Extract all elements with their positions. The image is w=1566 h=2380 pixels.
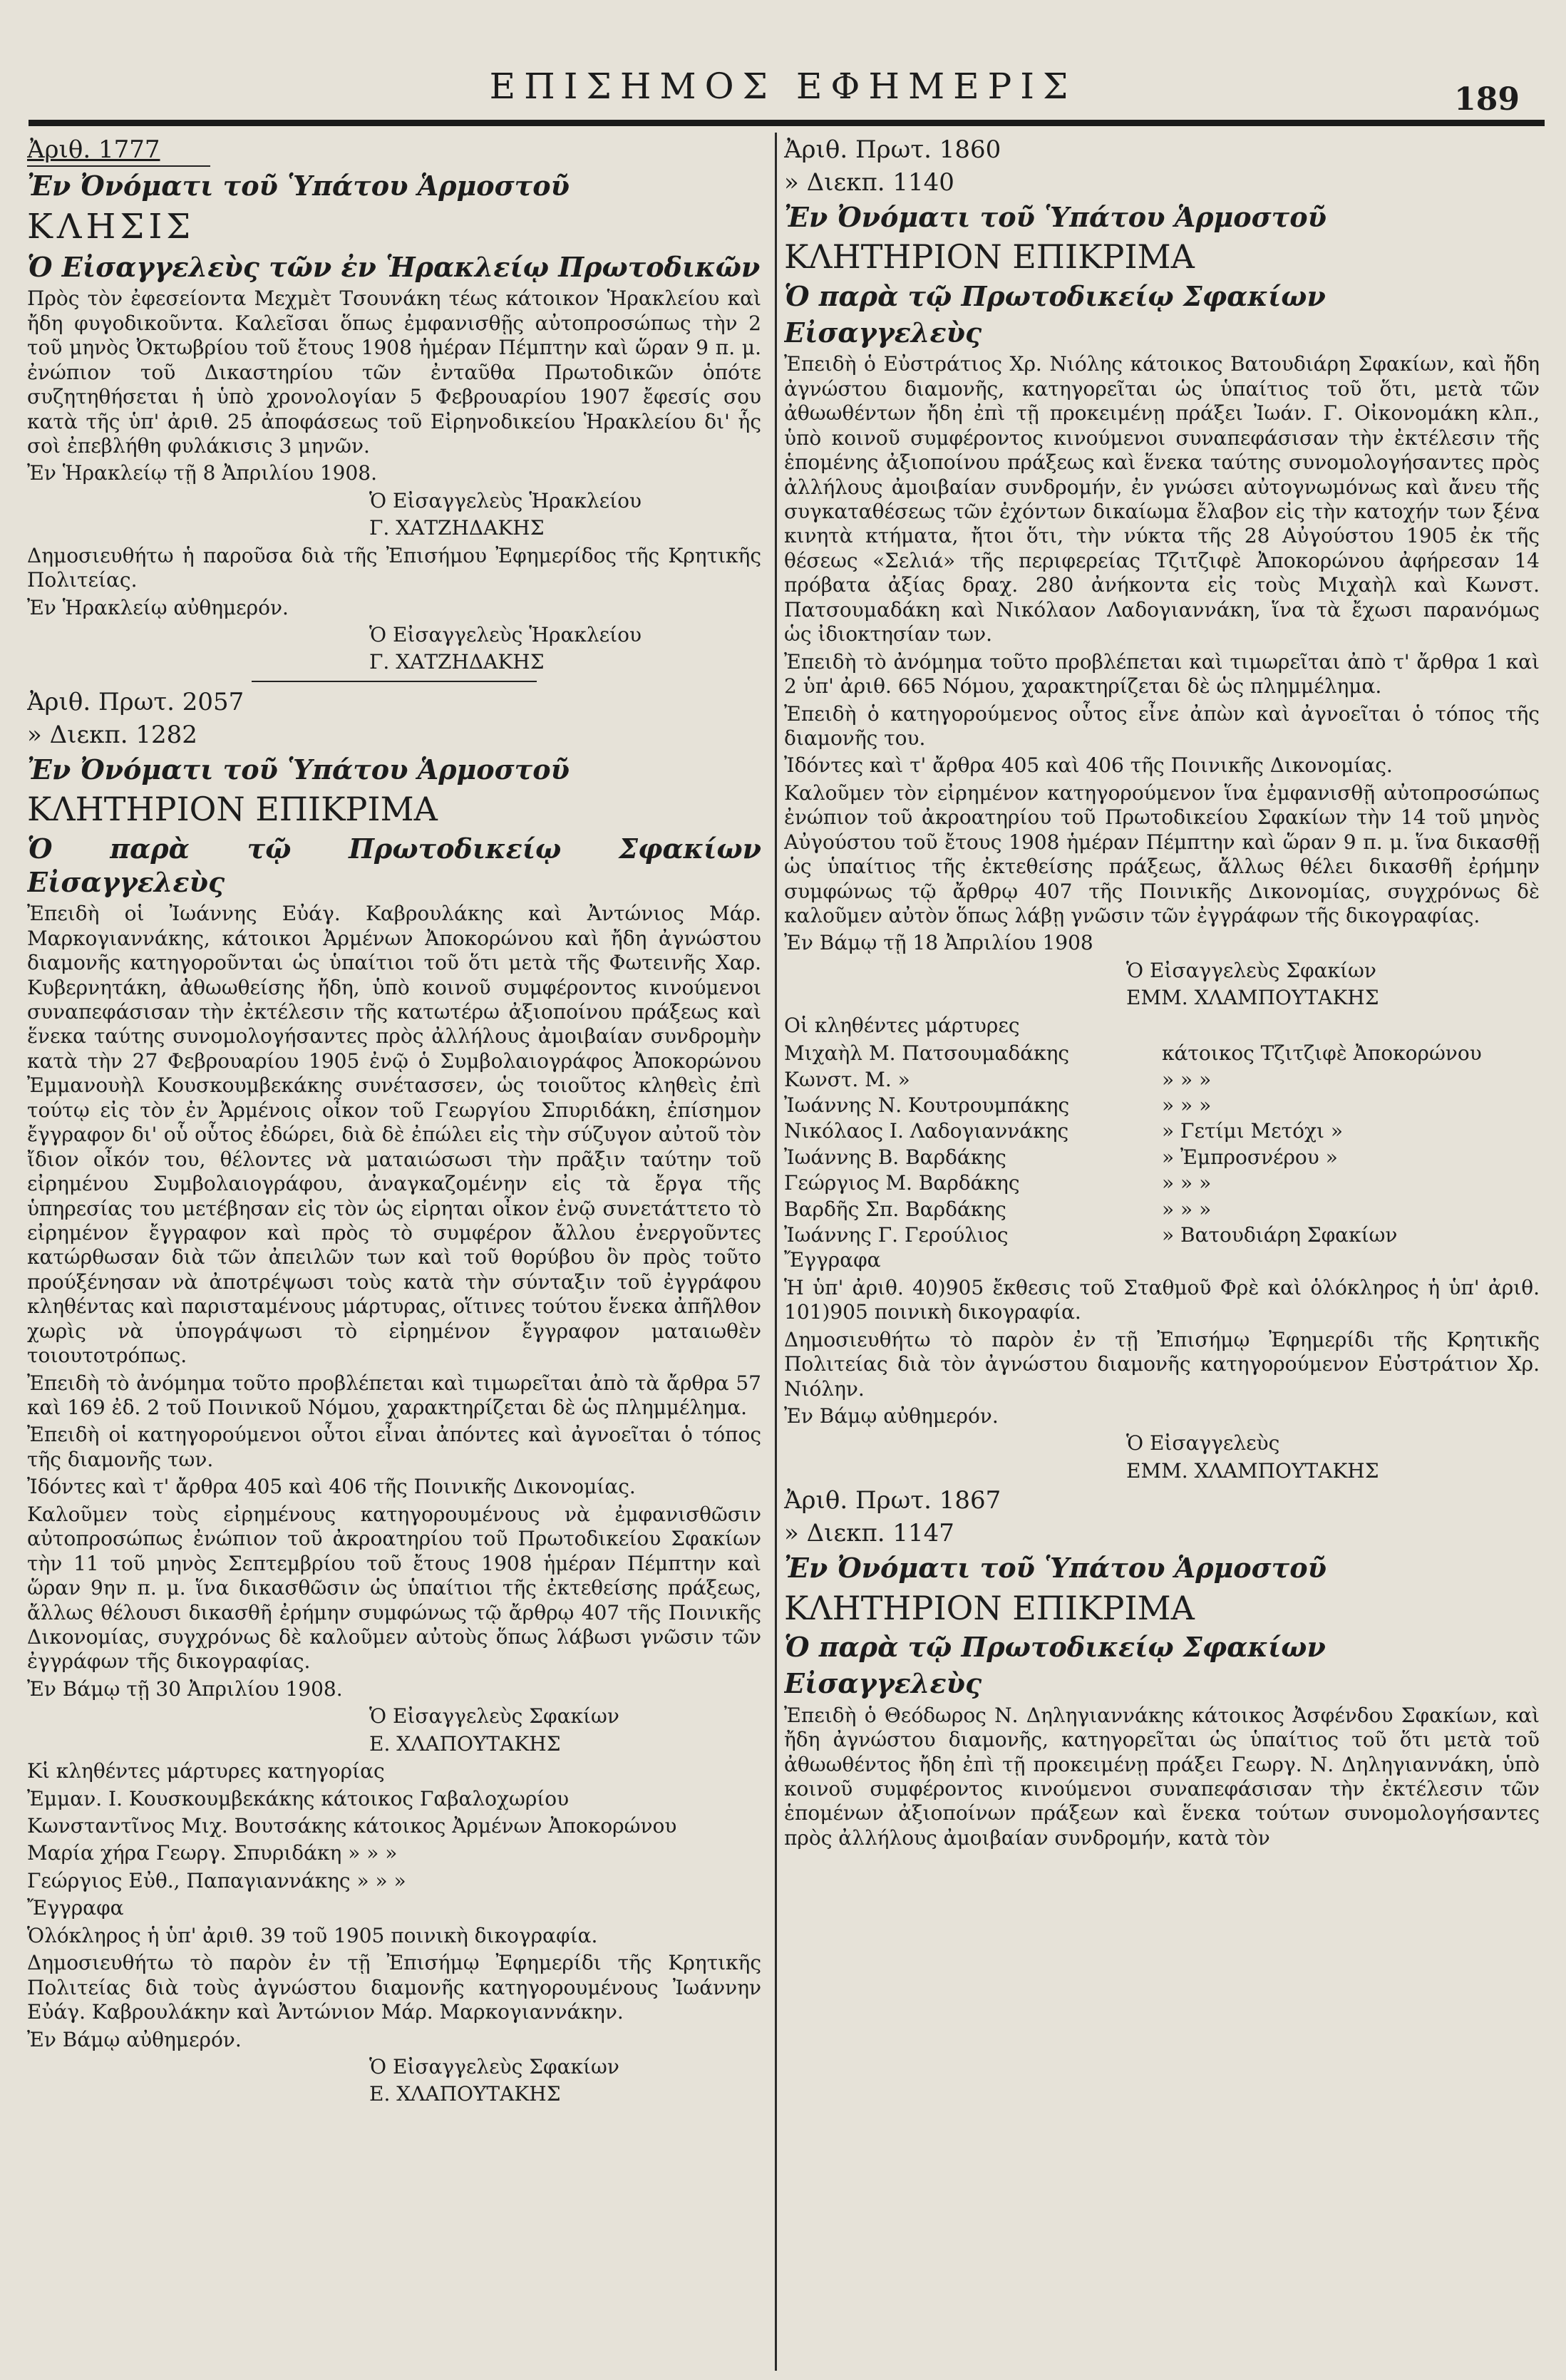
notice-date: Ἐν Βάμῳ τῇ 18 Ἀπριλίου 1908 (784, 931, 1093, 955)
witness-name: Βαρδῆς Σπ. Βαρδάκης (784, 1197, 1006, 1221)
notice-body: Ἰδόντες καὶ τ' ἄρθρα 405 καὶ 406 τῆς Ποινικῆς Δικονομίας. (784, 753, 1393, 778)
signature-title: Ὁ Εἰσαγγελεὺς Ἡρακλείου (369, 623, 642, 646)
signature-name: Ε. ΧΛΑΠΟΥΤΑΚΗΣ (369, 1731, 561, 1756)
dispatch-number: » Διεκπ. 1140 (784, 168, 954, 197)
left-column (27, 135, 761, 2374)
invocation: Ἐν Ὀνόματι τοῦ Ὑπάτου Ἁρμοστοῦ (27, 169, 570, 202)
gazette-title: ΕΠΙΣΗΜΟΣ ΕΦΗΜΕΡΙΣ (489, 66, 1077, 107)
witness-name: Μιχαὴλ Μ. Πατσουμαδάκης (784, 1041, 1070, 1066)
dispatch-number: » Διεκπ. 1282 (27, 720, 197, 749)
notice-title: ΚΛΗΤΗΡΙΟΝ ΕΠΙΚΡΙΜΑ (784, 1588, 1195, 1627)
notice-body: Ἐπειδὴ ὁ κατηγορούμενος οὗτος εἶνε ἀπὼν καὶ ἀγνοεῖται ὁ τόπος τῆς διαμονῆς του. (784, 701, 1540, 750)
notice-body: Ἐπειδὴ ὁ Θεόδωρος Ν. Δηληγιαννάκης κάτοικος Ἀσφένδου Σφακίων, καὶ ἤδη ἀγνώστου διαμονῆς, κατηγορεῖται ὡς ὑπαίτιος τοῦ ὅτι μετὰ τοῦ ἀθωωθέντος ἤδη ἐπὶ τῇ προκειμένῃ πράξει Γεωργ. Ν. Δηληγιαννάκη, ὑπὸ κοινοῦ συμφέροντος κινούμενοι συναπεφάσισαν τὴν ἐκτέλεσιν τῶν ἑπομένων ἀξιοποίνων πράξεων καὶ ἕνεκα τούτων συνομολογήσαντες πρὸς ἀλλήλους ἀμοιβαίαν συνδρομήν, κατὰ τὸν (784, 1703, 1540, 1850)
signature-title: Ὁ Εἰσαγγελεὺς Σφακίων (1126, 958, 1376, 982)
witness-name: Ἰωάννης Γ. Γερούλιος (784, 1222, 1009, 1247)
signature-name: Ε. ΧΛΑΠΟΥΤΑΚΗΣ (369, 2082, 561, 2106)
witness-place: κάτοικος Τζιτζιφὲ Ἀποκορώνου (1162, 1041, 1482, 1066)
page-header (0, 0, 1566, 125)
publication-order: Δημοσιευθήτω τὸ παρὸν ἐν τῇ Ἐπισήμῳ Ἐφημερίδι τῆς Κρητικῆς Πολιτείας διὰ τοὺς ἀγνώστου διαμονῆς κατηγορουμένους Ἰωάννην Εὐάγ. Καβρουλάκην καὶ Ἀντώνιον Μάρ. Μαρκογιαννάκην. (27, 1951, 761, 2024)
documents-heading: Ἔγγραφα (784, 1248, 881, 1272)
publication-order: Δημοσιευθήτω ἡ παροῦσα διὰ τῆς Ἐπισήμου Ἐφημερίδος τῆς Κρητικῆς Πολιτείας. (27, 543, 761, 592)
notice-writ-1860 (784, 135, 1540, 1483)
witness-place: » » » (1162, 1093, 1212, 1117)
witness-name: Κωνστ. Μ. » (784, 1067, 910, 1091)
signature-name: ΕΜΜ. ΧΛΑΜΠΟΥΤΑΚΗΣ (1126, 986, 1379, 1010)
issuer: Ὁ Εἰσαγγελεὺς τῶν ἐν Ἡρακλείῳ Πρωτοδικῶν (27, 250, 761, 283)
right-column (784, 135, 1540, 2374)
issuer-title: Εἰσαγγελεὺς (784, 316, 982, 349)
witness-heading: Οἱ κληθέντες μάρτυρες (784, 1013, 1020, 1037)
publication-date: Ἐν Ἡρακλείῳ αὐθημερόν. (27, 595, 289, 619)
signature-name: Γ. ΧΑΤΖΗΔΑΚΗΣ (369, 516, 545, 540)
publication-order: Δημοσιευθήτω τὸ παρὸν ἐν τῇ Ἐπισήμῳ Ἐφημερίδι τῆς Κρητικῆς Πολιτείας διὰ τὸν ἀγνώστου διαμονῆς κατηγορούμενον Εὐστράτιον Χρ. Νιόλην. (784, 1327, 1540, 1401)
witness-entry: Μαρία χήρα Γεωργ. Σπυριδάκη » » » (27, 1841, 398, 1865)
witness-place: » » » (1162, 1067, 1212, 1091)
page-number: 189 (1454, 81, 1520, 118)
invocation: Ἐν Ὀνόματι τοῦ Ὑπάτου Ἁρμοστοῦ (27, 753, 570, 785)
signature-title: Ὁ Εἰσαγγελεὺς (1126, 1431, 1280, 1456)
issuer: Ὁ παρὰ τῷ Πρωτοδικείῳ Σφακίων Εἰσαγγελεὺς (27, 832, 761, 898)
header-rule (29, 120, 1545, 126)
reference-number: Ἀριθ. 1777 (27, 135, 761, 167)
documents-list: Ὁλόκληρος ἡ ὑπ' ἀριθ. 39 τοῦ 1905 ποινικὴ δικογραφία. (27, 1923, 598, 1947)
column-divider (775, 133, 777, 2371)
signature-title: Ὁ Εἰσαγγελεὺς Σφακίων (369, 2054, 619, 2078)
protocol-number: Ἀριθ. Πρωτ. 1867 (784, 1486, 1001, 1515)
notice-summons-1777 (27, 135, 761, 675)
issuer-title: Εἰσαγγελεὺς (784, 1666, 982, 1699)
notice-body: Ἐπειδὴ τὸ ἀνόμημα τοῦτο προβλέπεται καὶ τιμωρεῖται ἀπὸ τὰ ἄρθρα 57 καὶ 169 ἐδ. 2 τοῦ Ποινικοῦ Νόμου, χαρακτηρίζεται δὲ ὡς πλημμέλημα. (27, 1371, 761, 1420)
witness-heading: Κἱ κληθέντες μάρτυρες κατηγορίας (27, 1759, 385, 1783)
witness-place: » Γετίμι Μετόχι » (1162, 1119, 1344, 1143)
documents-list: Ἡ ὑπ' ἀριθ. 40)905 ἔκθεσις τοῦ Σταθμοῦ Φρὲ καὶ ὁλόκληρος ἡ ὑπ' ἀριθ. 101)905 ποινικὴ δικογραφία. (784, 1275, 1540, 1324)
signature-title: Ὁ Εἰσαγγελεὺς Σφακίων (369, 1704, 619, 1729)
protocol-number: Ἀριθ. Πρωτ. 1860 (784, 135, 1001, 164)
issuer: Ὁ παρὰ τῷ Πρωτοδικείῳ Σφακίων (784, 1631, 1326, 1664)
witness-entry: Ἐμμαν. Ι. Κουσκουμβεκάκης κάτοικος Γαβαλοχωρίου (27, 1786, 570, 1810)
notice-title: ΚΛΗΤΗΡΙΟΝ ΕΠΙΚΡΙΜΑ (27, 790, 438, 829)
notice-title: ΚΛΗΣΙΣ (27, 206, 195, 247)
notice-body: Ἐπειδὴ οἱ Ἰωάννης Εὐάγ. Καβρουλάκης καὶ Ἀντώνιος Μάρ. Μαρκογιαννάκης, κάτοικοι Ἀρμένων Ἀποκορώνου καὶ ἤδη ἀγνώστου διαμονῆς κατηγοροῦνται ὡς ὑπαίτιοι τοῦ ὅτι μετὰ τῆς Φωτεινῆς Χαρ. Κυβερνητάκη, ἀθωωθείσης ἤδη, ὑπὸ κοινοῦ συμφέροντος κινούμενοι συναπεφάσισαν τὴν ἐκτέλεσιν τῆς κατωτέρω ἀξιοποίνου πράξεως καὶ ἕνεκα ταύτης συνομολογήσαντες πρὸς ἀλλήλους ἀμοιβαίαν συνδρομὴν κατὰ τὴν 27 Φεβρουαρίου 1905 ἐνῷ ὁ Συμβολαιογράφος Ἀποκορώνου Ἐμμανουὴλ Κουσκουμβεκάκης συνέτασσεν, ὡς τοιοῦτος κληθεὶς ἐπὶ τούτῳ εἰς τὸν ἐν Ἀρμένοις οἶκον τοῦ Γεωργίου Σπυριδάκη, ἐπίσημον ἔγγραφον δι' οὗ οὗτος ἐδώρει, διὰ δὲ ἐπώλει εἰς τὴν σύζυγον αὐτοῦ τὸν ἴδιον οἶκόν του, θέλοντες νὰ ματαιώσωσι τὴν πρᾶξιν ταύτην τοῦ εἰρημένου Συμβολαιογράφου, ἀναγκαζομένην εἰς τὰ ἔργα τῆς ὑπηρεσίας του μετέβησαν εἰς τὸν ὡς εἰρηται οἶκον ἐνῷ συνετάττετο τὸ εἰρημένον ἔγγραφον καὶ πρὸς τὸ συμφέρον ἄλλου ἐνεργοῦντες κατώρθωσαν διὰ τῶν ἀπειλῶν των καὶ τοῦ θορύβου ὃν πρὸς τοῦτο προύξένησαν νὰ ἀποτρέψωσι τοὺς κατὰ τὴν σύνταξιν τοῦ ἐγγράφου κληθέντας καὶ παρισταμένους μάρτυρας, οἵτινες τούτου ἕνεκα ἀπῆλθον χωρὶς νὰ ὑπογράψωσι τὸ εἰρημένον ἔγγραφον ματαιωθὲν τοιουτοτρόπως. (27, 902, 761, 1368)
witness-place: » » » (1162, 1197, 1212, 1221)
notice-body: Ἐπειδὴ τὸ ἀνόμημα τοῦτο προβλέπεται καὶ τιμωρεῖται ἀπὸ τ' ἄρθρα 1 καὶ 2 ὑπ' ἀριθ. 665 Νόμου, χαρακτηρίζεται δὲ ὡς πλημμέλημα. (784, 649, 1540, 699)
witness-name: Ἰωάννης Β. Βαρδάκης (784, 1145, 1006, 1169)
witness-place: » Βατουδιάρη Σφακίων (1162, 1222, 1398, 1247)
witness-entry: Κωνσταντῖνος Μιχ. Βουτσάκης κάτοικος Ἀρμένων Ἀποκορώνου (27, 1814, 677, 1838)
notice-title: ΚΛΗΤΗΡΙΟΝ ΕΠΙΚΡΙΜΑ (784, 237, 1195, 277)
invocation: Ἐν Ὀνόματι τοῦ Ὑπάτου Ἁρμοστοῦ (784, 1551, 1327, 1584)
notice-body: Ἰδόντες καὶ τ' ἄρθρα 405 καὶ 406 τῆς Ποινικῆς Δικονομίας. (27, 1475, 636, 1499)
issuer: Ὁ παρὰ τῷ Πρωτοδικείῳ Σφακίων (784, 279, 1326, 312)
witness-table (784, 1041, 1540, 1248)
witness-name: Ἰωάννης Ν. Κουτρουμπάκης (784, 1093, 1070, 1117)
section-divider (252, 681, 537, 682)
notice-body: Ἐπειδὴ ὁ Εὐστράτιος Χρ. Νιόλης κάτοικος Βατουδιάρη Σφακίων, καὶ ἤδη ἀγνώστου διαμονῆς, κατηγορεῖται ὡς ὑπαίτιος τοῦ ὅτι, μετὰ τῶν ἀθωωθέντων ἤδη ἐπὶ τῇ προκειμένῃ πράξει Ἰωάν. Γ. Οἰκονομάκη κλπ., ὑπὸ κοινοῦ συμφέροντος κινούμενοι συναπεφάσισαν τὴν ἐκτέλεσιν τῆς ἑπομένης ἀξιοποίνου πράξεως καὶ ἕνεκα ταύτης συνομολογήσαντες πρὸς ἀλλήλους ἀμοιβαίαν συνδρομήν, ἐν γνώσει αὐτογνωμόνως καὶ ἄνευ τῆς συγκαταθέσεως τῶν ἐχόντων δικαίωμα ἔλαβον εἰς τὴν κατοχήν των ξένα κινητὰ κτήματα, ἤτοι ὅτι, τὴν νύκτα τῆς 28 Αὐγούστου 1905 ἐκ τῆς θέσεως «Σελιά» τῆς περιφερείας Τζιτζιφὲ Ἀποκορώνου ἀφήρεσαν 14 πρόβατα ἀξίας δραχ. 280 ἀνήκοντα εἰς τοὺς Μιχαὴλ καὶ Κωνστ. Πατσουμαδάκη καὶ Νικόλαον Λαδογιαννάκη, ἵνα τὰ ἔχωσι παρανόμως ὡς ἰδιοκτησίαν των. (784, 352, 1540, 646)
notice-writ-1867 (784, 1486, 1540, 1850)
notice-writ-2057 (27, 688, 761, 2107)
protocol-number: Ἀριθ. Πρωτ. 2057 (27, 687, 244, 716)
signature-name: Γ. ΧΑΤΖΗΔΑΚΗΣ (369, 650, 545, 674)
witness-place: » » » (1162, 1171, 1212, 1195)
dispatch-number: » Διεκπ. 1147 (784, 1519, 954, 1548)
notice-date: Ἐν Βάμῳ τῇ 30 Ἀπριλίου 1908. (27, 1676, 343, 1701)
invocation: Ἐν Ὀνόματι τοῦ Ὑπάτου Ἁρμοστοῦ (784, 200, 1327, 233)
witness-place: » Ἐμπροσνέρου » (1162, 1145, 1338, 1169)
witness-name: Νικόλαος Ι. Λαδογιαννάκης (784, 1119, 1069, 1143)
signature-title: Ὁ Εἰσαγγελεὺς Ἡρακλείου (369, 488, 642, 512)
publication-date: Ἐν Βάμῳ αὐθημερόν. (784, 1403, 999, 1428)
notice-body: Καλοῦμεν τοὺς εἰρημένους κατηγορουμένους νὰ ἐμφανισθῶσιν αὐτοπροσώπως ἐνώπιον τοῦ ἀκροατηρίου τοῦ Πρωτοδικείου Σφακίων τὴν 11 τοῦ μηνὸς Σεπτεμβρίου τοῦ ἔτους 1908 ἡμέραν Πέμπτην καὶ ὥραν 9ην π. μ. ἵνα δικασθῶσιν ὡς ὑπαίτιοι τῆς ἐκτεθείσης πράξεως, ἄλλως θέλουσι δικασθῆ ἐρήμην συμφώνως τῷ ἄρθρῳ 407 τῆς Ποινικῆς Δικονομίας, συγχρόνως δὲ καλοῦμεν αὐτοὺς ὅπως λάβωσι γνῶσιν τῶν ἐγγράφων τῆς δικογραφίας. (27, 1502, 761, 1674)
documents-heading: Ἔγγραφα (27, 1896, 124, 1920)
notice-date: Ἐν Ἡρακλείῳ τῇ 8 Ἀπριλίου 1908. (27, 461, 378, 485)
signature-name: ΕΜΜ. ΧΛΑΜΠΟΥΤΑΚΗΣ (1126, 1458, 1379, 1483)
witness-entry: Γεώργιος Εὐθ., Παπαγιαννάκης » » » (27, 1868, 406, 1892)
witness-name: Γεώργιος Μ. Βαρδάκης (784, 1171, 1020, 1195)
notice-body: Ἐπειδὴ οἱ κατηγορούμενοι οὗτοι εἶναι ἀπόντες καὶ ἀγνοεῖται ὁ τόπος τῆς διαμονῆς των. (27, 1423, 761, 1471)
notice-body: Καλοῦμεν τὸν εἰρημένον κατηγορούμενον ἵνα ἐμφανισθῇ αὐτοπροσώπως ἐνώπιον τοῦ ἀκροατηρίου τοῦ Πρωτοδικείου Σφακίων τὴν 14 τοῦ μηνὸς Αὐγούστου τοῦ ἔτους 1908 ἡμέραν Πέμπτην καὶ ὥραν 9 π. μ. ἵνα δικασθῇ ὡς ὑπαίτιος τῆς ἐκτεθείσης πράξεως, ἄλλως θέλει δικασθῆ ἐρήμην συμφώνως τῷ ἄρθρῳ 407 τῆς Ποινικῆς Δικονομίας, συγχρόνως δὲ καλοῦμεν αὐτὸν ὅπως λάβῃ γνῶσιν τῶν ἐγγράφων τῆς δικογραφίας. (784, 781, 1540, 928)
notice-body: Πρὸς τὸν ἐφεσείοντα Μεχμὲτ Τσουνάκη τέως κάτοικον Ἡρακλείου καὶ ἤδη φυγοδικοῦντα. Καλεῖσαι ὅπως ἐμφανισθῇς αὐτοπροσώπως τὴν 2 τοῦ μηνὸς Ὀκτωβρίου τοῦ ἔτους 1908 ἡμέραν Πέμπτην καὶ ὥραν 9 π. μ. ἐνώπιον τοῦ Δικαστηρίου τῶν ἐνταῦθα Πρωτοδικῶν ὁπότε συζητηθήσεται ἡ ὑπὸ χρονολογίαν 5 Φεβρουαρίου 1907 ἔφεσίς σου κατὰ τῆς ὑπ' ἀριθ. 25 ἀποφάσεως τοῦ Εἰρηνοδικείου Ἡρακλείου δι' ἧς σοὶ ἐπεβλήθη φυλάκισις 3 μηνῶν. (27, 287, 761, 458)
publication-date: Ἐν Βάμῳ αὐθημερόν. (27, 2027, 242, 2051)
